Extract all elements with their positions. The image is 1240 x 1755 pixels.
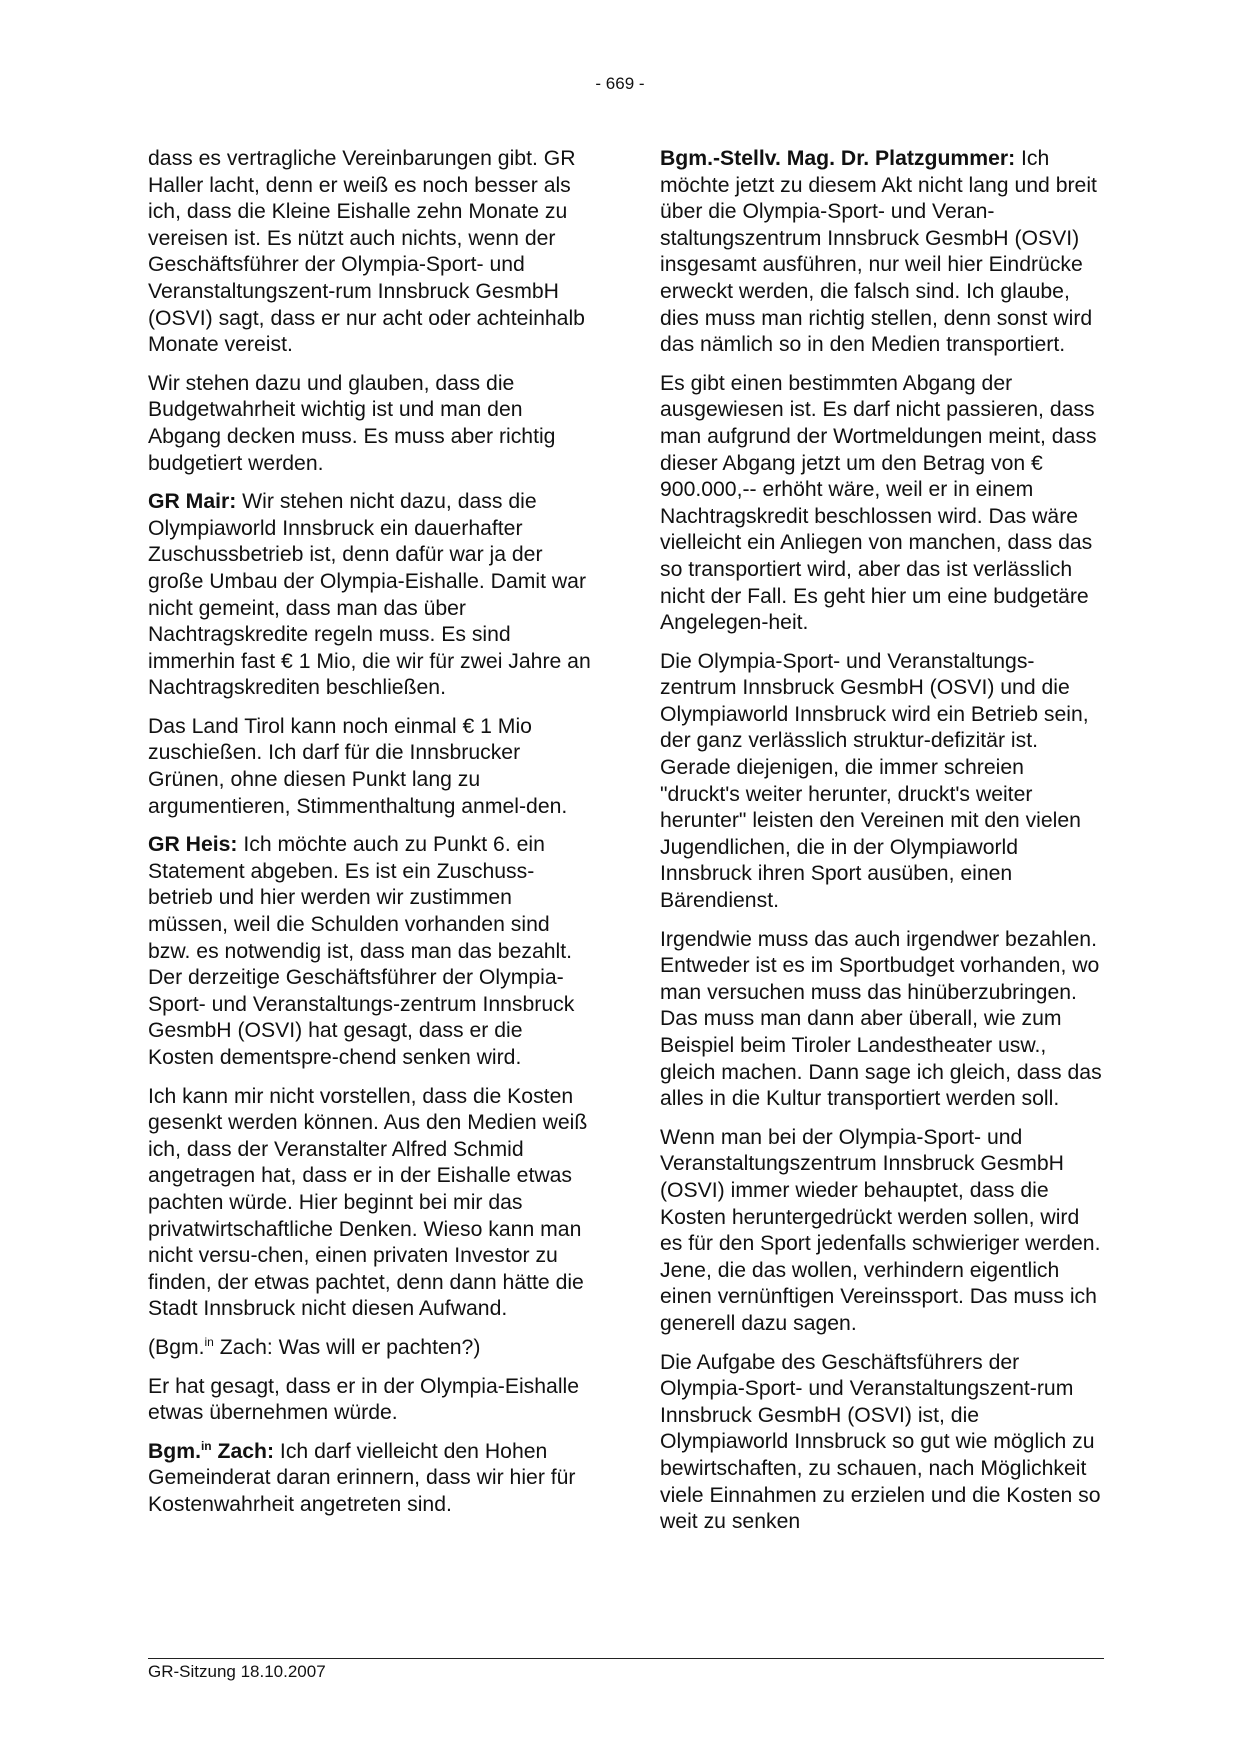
paragraph: Irgendwie muss das auch irgendwer bezahlen. Entweder ist es im Sportbudget vorhanden, wo man versuchen muss das hinüberzubringen. Das muss man dann aber überall, wie zum Beispiel beim Tiroler Landestheater usw., gleich machen. Dann sage ich gleich, dass das alles in die Kultur transportiert werden soll.: [660, 927, 1102, 1111]
speaker-name: Bgm.-Stellv. Mag. Dr. Platzgummer:: [660, 147, 1016, 170]
superscript: in: [200, 1438, 212, 1453]
speaker-name: [148, 1440, 274, 1463]
paragraph: [148, 832, 593, 1071]
superscript: in: [204, 1334, 214, 1349]
speech-text: Ich möchte auch zu Punkt 6. ein Statement abgeben. Es ist ein Zuschuss-betrieb und hier werden wir zustimmen müssen, weil die Schulden vorhanden sind bzw. es notwendig ist, dass man das bezahlt. Der derzeitige Geschäftsführer der Olympia-Sport- und Veranstaltungs-zentrum Innsbruck GesmbH (OSVI) hat gesagt, dass er die Kosten dementspre-chend senken wird.: [148, 833, 575, 1069]
speaker-name: GR Mair:: [148, 490, 237, 514]
speech-text: Wir stehen nicht dazu, dass die Olympiaworld Innsbruck ein dauerhafter Zuschussbetrieb ist, denn dafür war ja der große Umbau der Olympia-Eishalle. Damit war nicht gemeint, dass man das über Nachtragskredite regeln muss. Es sind immerhin fast € 1 Mio, die wir für zwei Jahre an Nachtragskrediten beschließen.: [148, 490, 591, 700]
footer-session-date: GR-Sitzung 18.10.2007: [148, 1662, 326, 1681]
paragraph: [148, 489, 593, 702]
speech-text: Ich möchte jetzt zu diesem Akt nicht lang und breit über die Olympia-Sport- und Veran-staltungszentrum Innsbruck GesmbH (OSVI) insgesamt ausführen, nur weil hier Eindrücke erweckt werden, die falsch sind. Ich glaube, dies muss man richtig stellen, denn sonst wird das nämlich so in den Medien transportiert.: [660, 147, 1097, 357]
paragraph: Das Land Tirol kann noch einmal € 1 Mio zuschießen. Ich darf für die Innsbrucker Grünen, ohne diesen Punkt lang zu argumentieren, Stimmenthaltung anmel-den.: [148, 714, 568, 818]
footer-divider: [148, 1658, 1104, 1659]
paragraph: Wir stehen dazu und glauben, dass die Budgetwahrheit wichtig ist und man den Abgang decken muss. Es muss aber richtig budgetiert werden.: [148, 371, 556, 475]
interjection-text: Zach: Was will er pachten?): [213, 1335, 481, 1359]
left-column: [148, 146, 593, 1531]
paragraph: Es gibt einen bestimmten Abgang der ausgewiesen ist. Es darf nicht passieren, dass man aufgrund der Wortmeldungen meint, dass dieser Abgang jetzt um den Betrag von € 900.000,-- erhöht wäre, weil er in einem Nachtragskredit beschlossen wird. Das wäre vielleicht ein Anliegen von manchen, dass das so transportiert wird, aber das ist verlässlich nicht der Fall. Es geht hier um eine budgetäre Angelegen-heit.: [660, 371, 1097, 635]
paragraph: Die Aufgabe des Geschäftsführers der Olympia-Sport- und Veranstaltungszent-rum Innsbruck GesmbH (OSVI) ist, die Olympiaworld Innsbruck so gut wie möglich zu bewirtschaften, zu schauen, nach Möglichkeit viele Einnahmen zu erzielen und die Kosten so weit zu senken: [660, 1350, 1101, 1534]
paragraph: Wenn man bei der Olympia-Sport- und Veranstaltungszentrum Innsbruck GesmbH (OSVI) immer wieder behauptet, dass die Kosten heruntergedrückt werden sollen, wird es für den Sport jedenfalls schwieriger werden. Jene, die das wollen, verhindern eigentlich einen vernünftigen Vereinssport. Das muss ich generell dazu sagen.: [660, 1125, 1101, 1335]
page-number: - 669 -: [595, 74, 645, 93]
paragraph: dass es vertragliche Vereinbarungen gibt. GR Haller lacht, denn er weiß es noch besser als ich, dass die Kleine Eishalle zehn Monate zu vereisen ist. Es nützt auch nichts, wenn der Geschäftsführer der Olympia-Sport- und Veranstaltungszent-rum Innsbruck GesmbH (OSVI) sagt, dass er nur acht oder achteinhalb Monate vereist.: [148, 147, 585, 357]
speech-text: Ich darf vielleicht den Hohen Gemeinderat daran erinnern, dass wir hier für Kostenwahrheit angetreten sind.: [148, 1439, 576, 1516]
interjection: [148, 1335, 593, 1362]
speaker-name: GR Heis:: [148, 833, 238, 857]
speaker-title: Bgm.: [148, 1439, 201, 1463]
right-column: [660, 146, 1105, 1548]
interjection-open: (Bgm.: [148, 1335, 205, 1359]
paragraph: [660, 146, 1105, 359]
paragraph: Ich kann mir nicht vorstellen, dass die Kosten gesenkt werden können. Aus den Medien weiß ich, dass der Veranstalter Alfred Schmid angetragen hat, dass er in der Eishalle etwas pachten würde. Hier beginnt bei mir das privatwirtschaftliche Denken. Wieso kann man nicht versu-chen, einen privaten Investor zu finden, der etwas pachtet, denn dann hätte die Stadt Innsbruck nicht diesen Aufwand.: [148, 1084, 588, 1321]
paragraph: Er hat gesagt, dass er in der Olympia-Eishalle etwas übernehmen würde.: [148, 1374, 580, 1425]
paragraph: [148, 1439, 593, 1519]
speaker-surname: Zach:: [211, 1439, 275, 1463]
paragraph: Die Olympia-Sport- und Veranstaltungs-zentrum Innsbruck GesmbH (OSVI) und die Olympiaworld Innsbruck wird ein Betrieb sein, der ganz verlässlich struktur-defizitär ist. Gerade diejenigen, die immer schreien "druckt's weiter herunter, druckt's weiter herunter" leisten den Vereinen mit den vielen Jugendlichen, die in der Olympiaworld Innsbruck ihren Sport ausüben, einen Bärendienst.: [660, 649, 1089, 913]
